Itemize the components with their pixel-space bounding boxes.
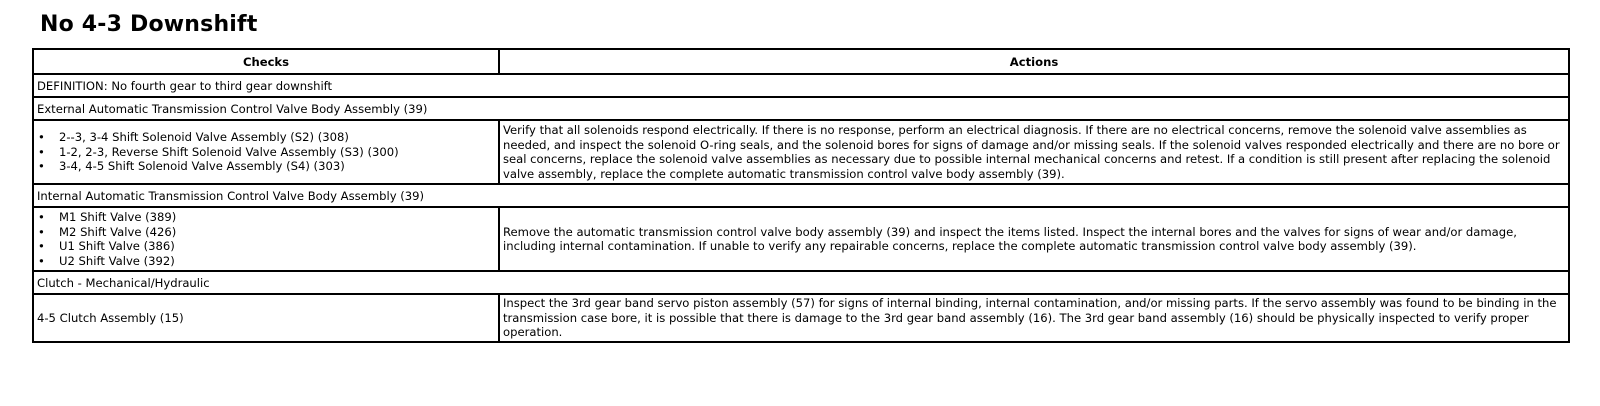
checks-list [37, 210, 495, 268]
action-cell: Verify that all solenoids respond electrically. If there is no response, perform an electrical diagnosis. If there are no electrical concerns, remove the solenoid valve assemblies as needed, and inspect the solenoid O-ring seals, and the solenoid bores for signs of damage and/or missing seals. If the solenoid valves responded electrically and there are no bore or seal concerns, replace the solenoid valve assemblies as necessary due to possible internal mechanical concerns and retest. If a condition is still present after replacing the solenoid valve assembly, replace the complete automatic transmission control valve body assembly (39). [499, 120, 1569, 184]
check-item-text: M2 Shift Valve (426) [59, 224, 177, 239]
checks-header: Checks [33, 49, 499, 74]
definition-row [33, 74, 1569, 97]
checks-cell: 4-5 Clutch Assembly (15) [33, 294, 499, 342]
check-item-text: 1-2, 2-3, Reverse Shift Solenoid Valve Assembly (S3) (300) [59, 144, 399, 159]
section-header-row [33, 97, 1569, 120]
list-item [37, 159, 495, 174]
actions-header: Actions [499, 49, 1569, 74]
check-item-text: 3-4, 4-5 Shift Solenoid Valve Assembly (S4) (303) [59, 159, 345, 174]
bullet-icon: • [38, 239, 45, 253]
action-cell: Inspect the 3rd gear band servo piston assembly (57) for signs of internal binding, internal contamination, and/or missing parts. If the servo assembly was found to be binding in the transmission case bore, it is possible that there is damage to the 3rd gear band assembly (16). The 3rd gear band assembly (16) should be physically inspected to verify proper operation. [499, 294, 1569, 342]
section-title-internal-valve-body: Internal Automatic Transmission Control Valve Body Assembly (39) [33, 184, 1569, 207]
section-header-row [33, 271, 1569, 294]
bullet-icon: • [38, 144, 45, 159]
checks-cell [33, 207, 499, 271]
list-item [37, 145, 495, 160]
check-item-text: U1 Shift Valve (386) [59, 239, 175, 253]
table-row [33, 120, 1569, 184]
list-item [37, 225, 495, 240]
action-cell: Remove the automatic transmission control valve body assembly (39) and inspect the items listed. Inspect the internal bores and the valves for signs of wear and/or damage, including internal contamination. If unable to verify any repairable concerns, replace the complete automatic transmission control valve body assembly (39). [499, 207, 1569, 271]
section-title-external-valve-body: External Automatic Transmission Control Valve Body Assembly (39) [33, 97, 1569, 120]
bullet-icon: • [38, 253, 45, 268]
bullet-icon: • [38, 130, 45, 145]
list-item [37, 239, 495, 254]
section-header-row [33, 184, 1569, 207]
table-header-row [33, 49, 1569, 74]
table-row [33, 207, 1569, 271]
bullet-icon: • [38, 210, 45, 224]
diagnosis-table [32, 48, 1570, 343]
checks-list [37, 130, 495, 174]
list-item [37, 130, 495, 145]
check-item-text: 2--3, 3-4 Shift Solenoid Valve Assembly (S2) (308) [59, 130, 349, 145]
page-title: No 4-3 Downshift [40, 12, 258, 37]
bullet-icon: • [38, 224, 45, 239]
definition-text: DEFINITION: No fourth gear to third gear downshift [33, 74, 1569, 97]
checks-cell [33, 120, 499, 184]
section-title-clutch: Clutch - Mechanical/Hydraulic [33, 271, 1569, 294]
table-row [33, 294, 1569, 342]
list-item [37, 210, 495, 225]
check-item-text: M1 Shift Valve (389) [59, 210, 177, 224]
bullet-icon: • [38, 159, 45, 174]
check-item-text: U2 Shift Valve (392) [59, 253, 175, 268]
list-item [37, 254, 495, 269]
